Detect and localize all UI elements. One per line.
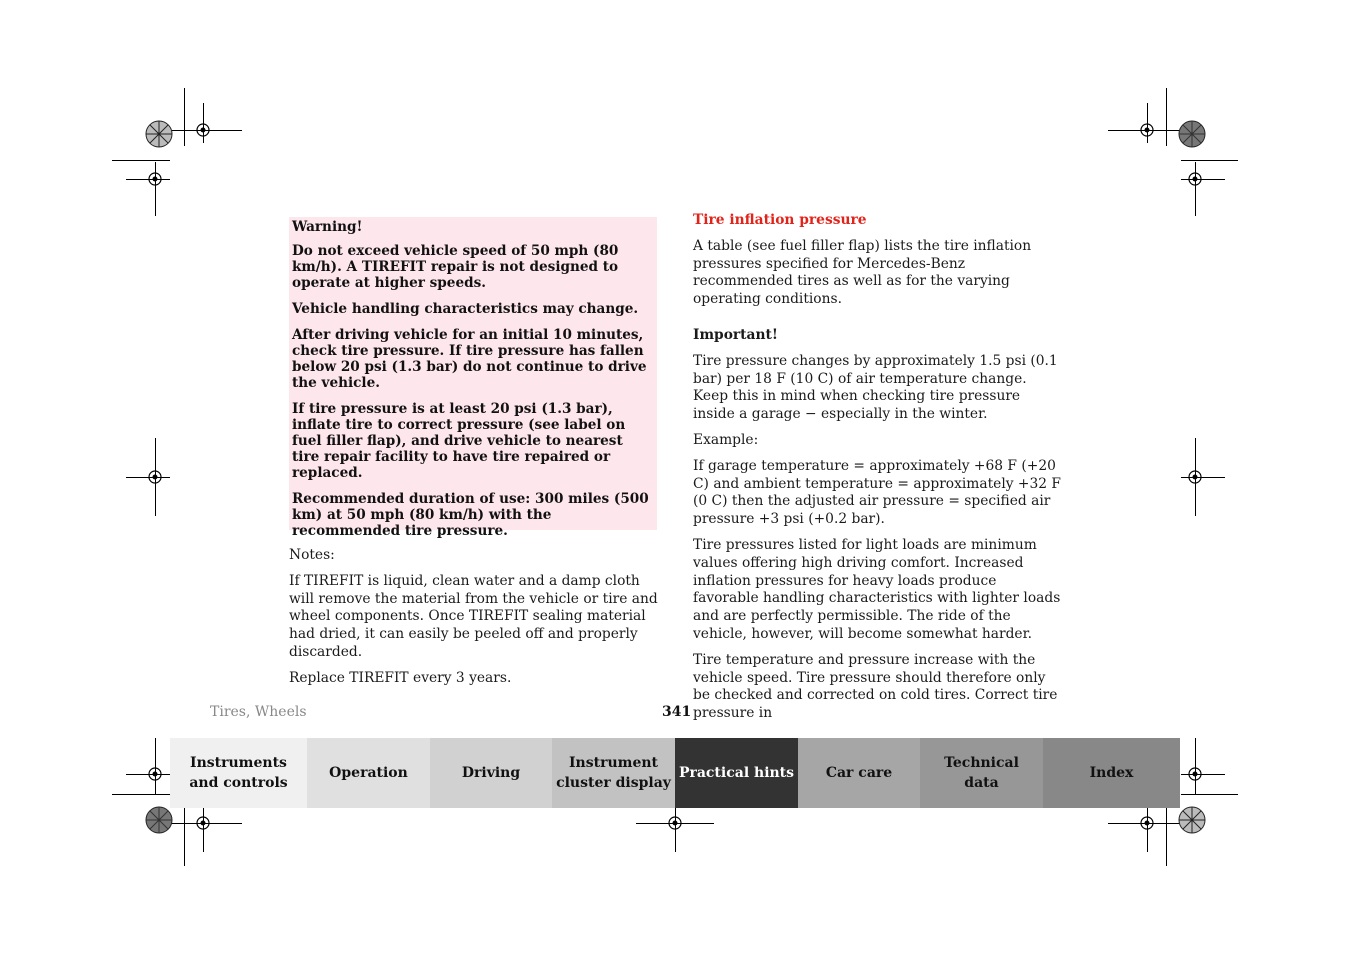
body-paragraph: Example: bbox=[693, 431, 759, 448]
tire-inflation-section bbox=[693, 212, 1065, 731]
color-target-icon bbox=[145, 120, 173, 148]
notes-paragraph: Replace TIREFIT every 3 years. bbox=[289, 669, 512, 686]
tab-technical-data[interactable]: Technical data bbox=[920, 738, 1043, 808]
registration-mark-icon bbox=[1185, 764, 1205, 784]
registration-mark-icon bbox=[145, 169, 165, 189]
registration-mark-icon bbox=[665, 813, 685, 833]
tab-instruments-and-controls[interactable]: Instruments and controls bbox=[170, 738, 307, 808]
tab-practical-hints[interactable]: Practical hints bbox=[675, 738, 798, 808]
tab-operation[interactable]: Operation bbox=[307, 738, 430, 808]
page-number: 341 bbox=[662, 704, 692, 720]
color-target-icon bbox=[1178, 120, 1206, 148]
section-title: Tire inflation pressure bbox=[693, 212, 867, 228]
warning-title: Warning! bbox=[292, 219, 363, 235]
warning-paragraph: If tire pressure is at least 20 psi (1.3 bar), inflate tire to correct pressure (see label on fuel filler flap), and drive vehicle to nearest tire repair facility to have tire repaired or replaced. bbox=[292, 401, 626, 481]
registration-mark-icon bbox=[1137, 120, 1157, 140]
body-paragraph: Tire temperature and pressure increase with the vehicle speed. Tire pressure should therefore only be checked and corrected on cold tires. Correct tire pressure in bbox=[693, 651, 1058, 722]
body-paragraph: Tire pressures listed for light loads are minimum values offering high driving comfort. Increased inflation pressures for heavy loads produce favorable handling characteristics with lighter loads and are perfectly permissible. The ride of the vehicle, however, will become somewhat harder. bbox=[693, 536, 1061, 642]
color-target-icon bbox=[145, 806, 173, 834]
tab-index[interactable]: Index bbox=[1043, 738, 1180, 808]
registration-mark-icon bbox=[193, 813, 213, 833]
registration-mark-icon bbox=[145, 764, 165, 784]
registration-mark-icon bbox=[1137, 813, 1157, 833]
important-label: Important! bbox=[693, 326, 778, 343]
color-target-icon bbox=[1178, 806, 1206, 834]
notes-paragraph: If TIREFIT is liquid, clean water and a damp cloth will remove the material from the vehicle or tire and wheel components. Once TIREFIT sealing material had dried, it can easily be peeled off and properly discarded. bbox=[289, 572, 658, 660]
chapter-navigation bbox=[170, 738, 1180, 808]
notes-section bbox=[289, 547, 661, 696]
registration-mark-icon bbox=[193, 120, 213, 140]
body-paragraph: If garage temperature = approximately +68 F (+20 C) and ambient temperature = approximately +32 F (0 C) then the adjusted air pressure = specified air pressure +3 psi (+0.2 bar). bbox=[693, 457, 1061, 528]
warning-paragraph: Vehicle handling characteristics may change. bbox=[292, 301, 639, 317]
registration-mark-icon bbox=[1185, 467, 1205, 487]
body-paragraph: Tire pressure changes by approximately 1.5 psi (0.1 bar) per 18 F (10 C) of air temperature change. Keep this in mind when checking tire pressure inside a garage − especially in the winter. bbox=[693, 352, 1058, 423]
registration-mark-icon bbox=[145, 467, 165, 487]
tab-instrument-cluster-display[interactable]: Instrument cluster display bbox=[552, 738, 675, 808]
notes-heading: Notes: bbox=[289, 547, 335, 563]
warning-paragraph: Recommended duration of use: 300 miles (500 km) at 50 mph (80 km/h) with the recommended tire pressure. bbox=[292, 491, 649, 539]
tab-car-care[interactable]: Car care bbox=[798, 738, 920, 808]
registration-mark-icon bbox=[1185, 169, 1205, 189]
intro-paragraph: A table (see fuel filler flap) lists the tire inflation pressures specified for Mercedes-Benz recommended tires as well as for the varying operating conditions. bbox=[693, 237, 1032, 308]
footer-section-title: Tires, Wheels bbox=[210, 704, 307, 720]
warning-paragraph: Do not exceed vehicle speed of 50 mph (80 km/h). A TIREFIT repair is not designed to operate at higher speeds. bbox=[292, 243, 619, 291]
warning-box bbox=[289, 217, 657, 539]
tab-driving[interactable]: Driving bbox=[430, 738, 552, 808]
warning-paragraph: After driving vehicle for an initial 10 minutes, check tire pressure. If tire pressure has fallen below 20 psi (1.3 bar) do not continue to drive the vehicle. bbox=[292, 327, 647, 391]
